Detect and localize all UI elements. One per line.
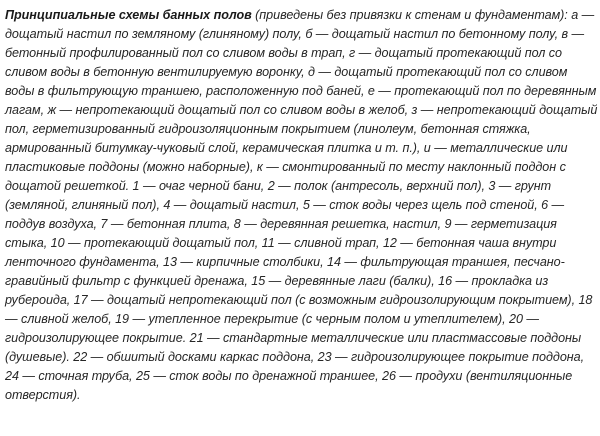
- caption-body: (приведены без привязки к стенам и фундаментам): а — дощатый настил по земляному (глиняному) полу, б — дощатый настил по бетонному полу, в — бетонный профилированный пол со сливом воды в трап, г — дощатый протекающий пол со сливом воды в бетонную вентилируемую воронку, д — дощатый протекающий пол со сливом воды в фильтрующую траншею, расположенную под баней, е — протекающий пол по деревянным лагам, ж — непротекающий дощатый пол со сливом воды в желоб, з — непротекающий дощатый пол, герметизированный гидроизоляционным покрытием (линолеум, бетонная стяжка, армированный битумкау-чуковый слой, керамическая плитка и т. п.), и — металлические или пластиковые поддоны (можно наборные), к — смонтированный по месту наклонный поддон с дощатой решеткой. 1 — очаг черной бани, 2 — полок (антресоль, верхний пол), 3 — грунт (земляной, глиняный пол), 4 — дощатый настил, 5 — сток воды через щель под стеной, 6 — поддув воздуха, 7 — бетонная плита, 8 — деревянная решетка, настил, 9 — герметизация стыка, 10 — протекающий дощатый пол, 11 — сливной трап, 12 — бетонная чаша внутри ленточного фундамента, 13 — кирпичные столбики, 14 — фильтрующая траншея, песчано-гравийный фильтр с функцией дренажа, 15 — деревянные лаги (балки), 16 — прокладка из рубероида, 17 — дощатый непротекающий пол (с возможным гидроизолирующим покрытием), 18 — сливной желоб, 19 — утепленное перекрытие (с черным полом и утеплителем), 20 — гидроизолирующее покрытие. 21 — стандартные металлические или пластмассовые поддоны (душевые). 22 — обшитый досками каркас поддона, 23 — гидроизолирующее покрытие поддона, 24 — сточная труба, 25 — сток воды по дренажной траншее, 26 — продухи (вентиляционные отверстия).: [5, 8, 598, 402]
- caption-title: Принципиальные схемы банных полов: [5, 8, 252, 22]
